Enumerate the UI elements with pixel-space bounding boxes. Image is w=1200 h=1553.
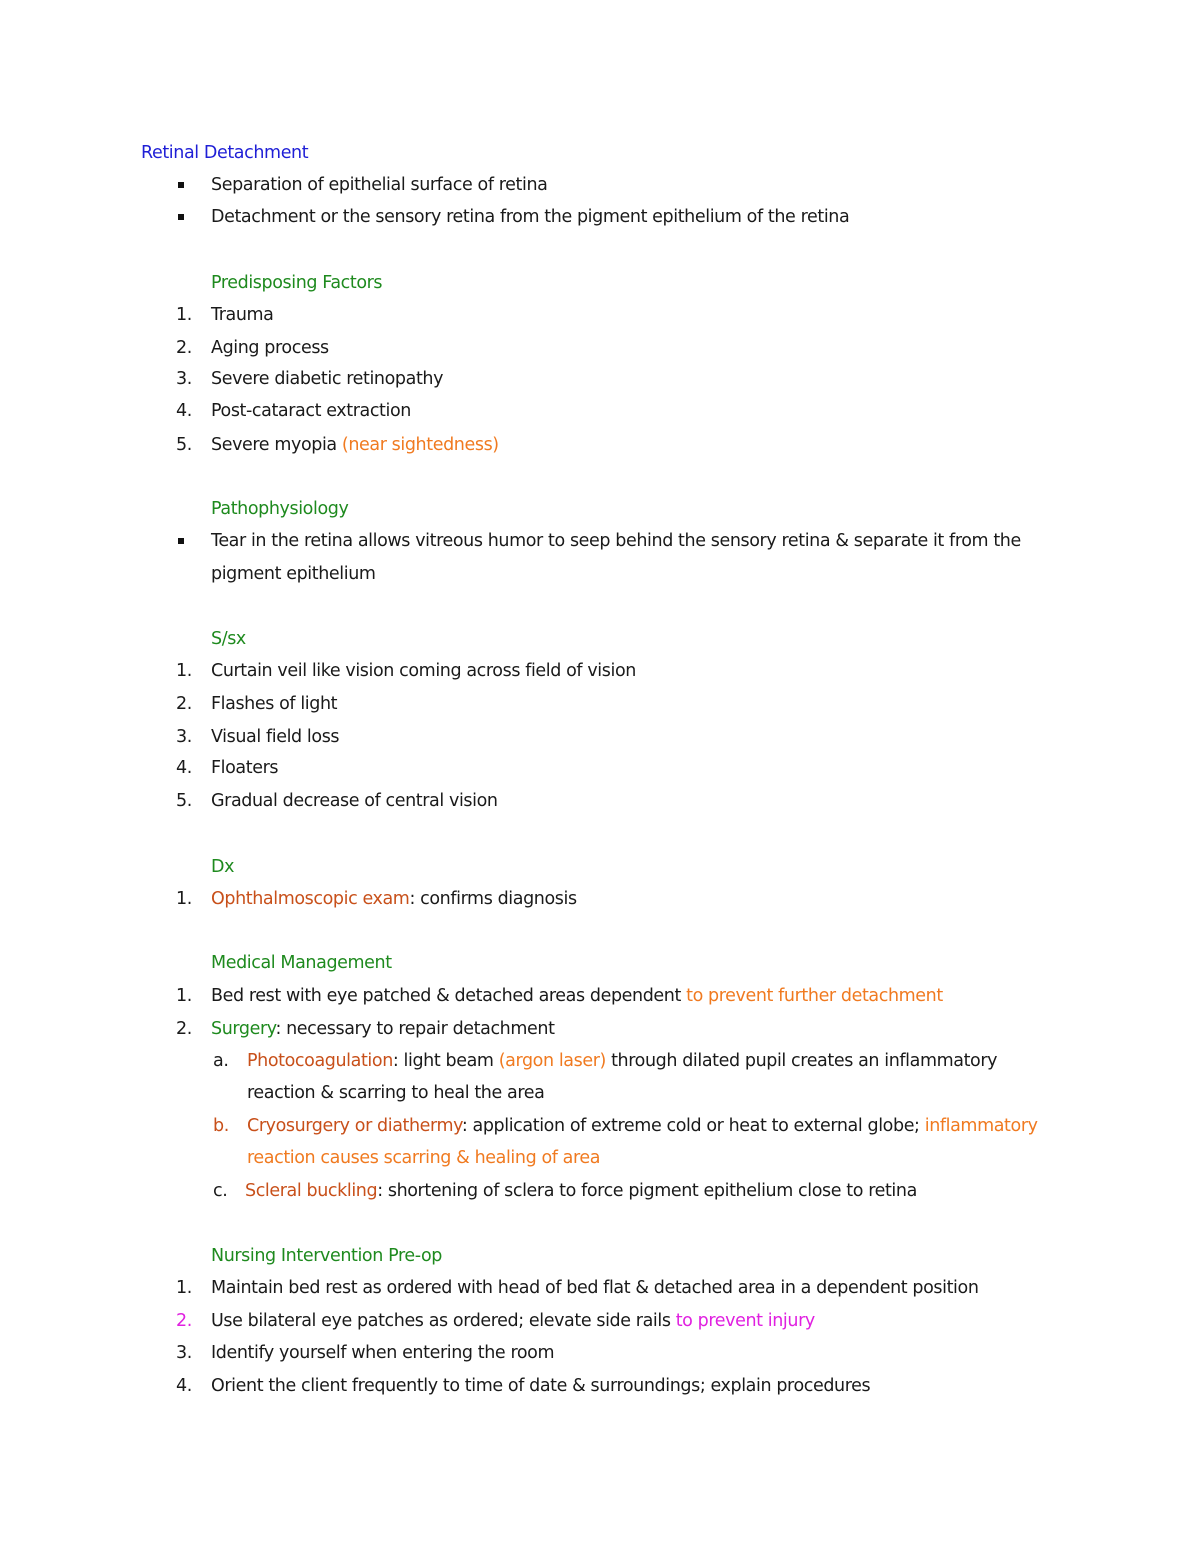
list-number: 1. [176, 889, 192, 909]
item-term: Ophthalmoscopic exam [211, 889, 410, 909]
definition-item: Detachment or the sensory retina from the pigment epithelium of the retina [211, 207, 850, 227]
list-number: 1. [176, 1278, 192, 1298]
list-item: Post-cataract extraction [211, 401, 411, 421]
sub-list-letter: c. [213, 1181, 228, 1201]
list-item: Maintain bed rest as ordered with head of bed flat & detached area in a dependent position [211, 1278, 979, 1298]
list-item: Aging process [211, 338, 329, 358]
sub-list-item [247, 1050, 997, 1072]
list-number: 1. [176, 986, 192, 1006]
definition-item: Separation of epithelial surface of retina [211, 175, 548, 195]
item-text: : application of extreme cold or heat to external globe; [461, 1116, 925, 1136]
sub-list-item-continuation: reaction & scarring to heal the area [247, 1083, 545, 1103]
bullet-marker [178, 214, 184, 220]
list-item: Floaters [211, 758, 279, 778]
item-note: inflammatory [924, 1116, 1038, 1136]
item-text: : necessary to repair detachment [275, 1019, 555, 1039]
list-item: Flashes of light [211, 694, 338, 714]
list-item [211, 1310, 815, 1332]
list-number: 1. [176, 305, 192, 325]
list-item: Trauma [211, 305, 274, 325]
list-item: Gradual decrease of central vision [211, 791, 498, 811]
list-number: 1. [176, 661, 192, 681]
item-text: through dilated pupil creates an inflammatory [605, 1051, 998, 1071]
bullet-marker [178, 538, 184, 544]
section-heading-predisposing: Predisposing Factors [211, 273, 383, 293]
list-item: Severe diabetic retinopathy [211, 369, 444, 389]
list-number: 3. [176, 727, 192, 747]
item-term: Surgery [211, 1019, 276, 1039]
sub-list-item-continuation: reaction causes scarring & healing of area [247, 1148, 601, 1168]
item-term: Cryosurgery or diathermy [247, 1116, 462, 1136]
item-text: Severe myopia [211, 435, 342, 455]
item-note: to prevent further detachment [686, 986, 943, 1006]
sub-list-letter: b. [213, 1116, 229, 1136]
list-item: Orient the client frequently to time of date & surroundings; explain procedures [211, 1376, 871, 1396]
item-note: (near sightedness) [341, 435, 499, 455]
list-item [211, 1018, 555, 1040]
list-number: 4. [176, 1376, 192, 1396]
item-note: (argon laser) [498, 1051, 606, 1071]
list-number: 3. [176, 1343, 192, 1363]
list-item: Curtain veil like vision coming across field of vision [211, 661, 636, 681]
list-item [211, 434, 499, 456]
sub-list-letter: a. [213, 1051, 229, 1071]
list-number: 4. [176, 401, 192, 421]
item-text: Bed rest with eye patched & detached areas dependent [211, 986, 687, 1006]
patho-text-line: pigment epithelium [211, 564, 376, 584]
item-text: : light beam [392, 1051, 499, 1071]
section-heading-dx: Dx [211, 857, 235, 877]
list-item: Identify yourself when entering the room [211, 1343, 555, 1363]
list-number: 5. [176, 435, 192, 455]
item-term: Photocoagulation [247, 1051, 393, 1071]
item-text: : confirms diagnosis [409, 889, 577, 909]
list-number: 2. [176, 694, 192, 714]
sub-list-item [245, 1180, 917, 1202]
list-item [211, 985, 943, 1007]
list-item: Visual field loss [211, 727, 340, 747]
list-number: 2. [176, 338, 192, 358]
section-heading-ssx: S/sx [211, 629, 246, 649]
section-heading-pathophysiology: Pathophysiology [211, 499, 349, 519]
item-text: Use bilateral eye patches as ordered; elevate side rails [211, 1311, 676, 1331]
item-note: to prevent injury [675, 1311, 815, 1331]
sub-list-item [247, 1115, 1038, 1137]
item-text: : shortening of sclera to force pigment epithelium close to retina [377, 1181, 917, 1201]
list-number: 2. [176, 1311, 192, 1331]
section-heading-medical: Medical Management [211, 953, 392, 973]
section-heading-nursing: Nursing Intervention Pre-op [211, 1246, 442, 1266]
list-number: 5. [176, 791, 192, 811]
bullet-marker [178, 182, 184, 188]
document-title: Retinal Detachment [141, 143, 309, 163]
list-number: 4. [176, 758, 192, 778]
list-number: 2. [176, 1019, 192, 1039]
list-item [211, 888, 577, 910]
patho-text-line: Tear in the retina allows vitreous humor to seep behind the sensory retina & separate it from the [211, 531, 1021, 551]
item-term: Scleral buckling [245, 1181, 378, 1201]
list-number: 3. [176, 369, 192, 389]
